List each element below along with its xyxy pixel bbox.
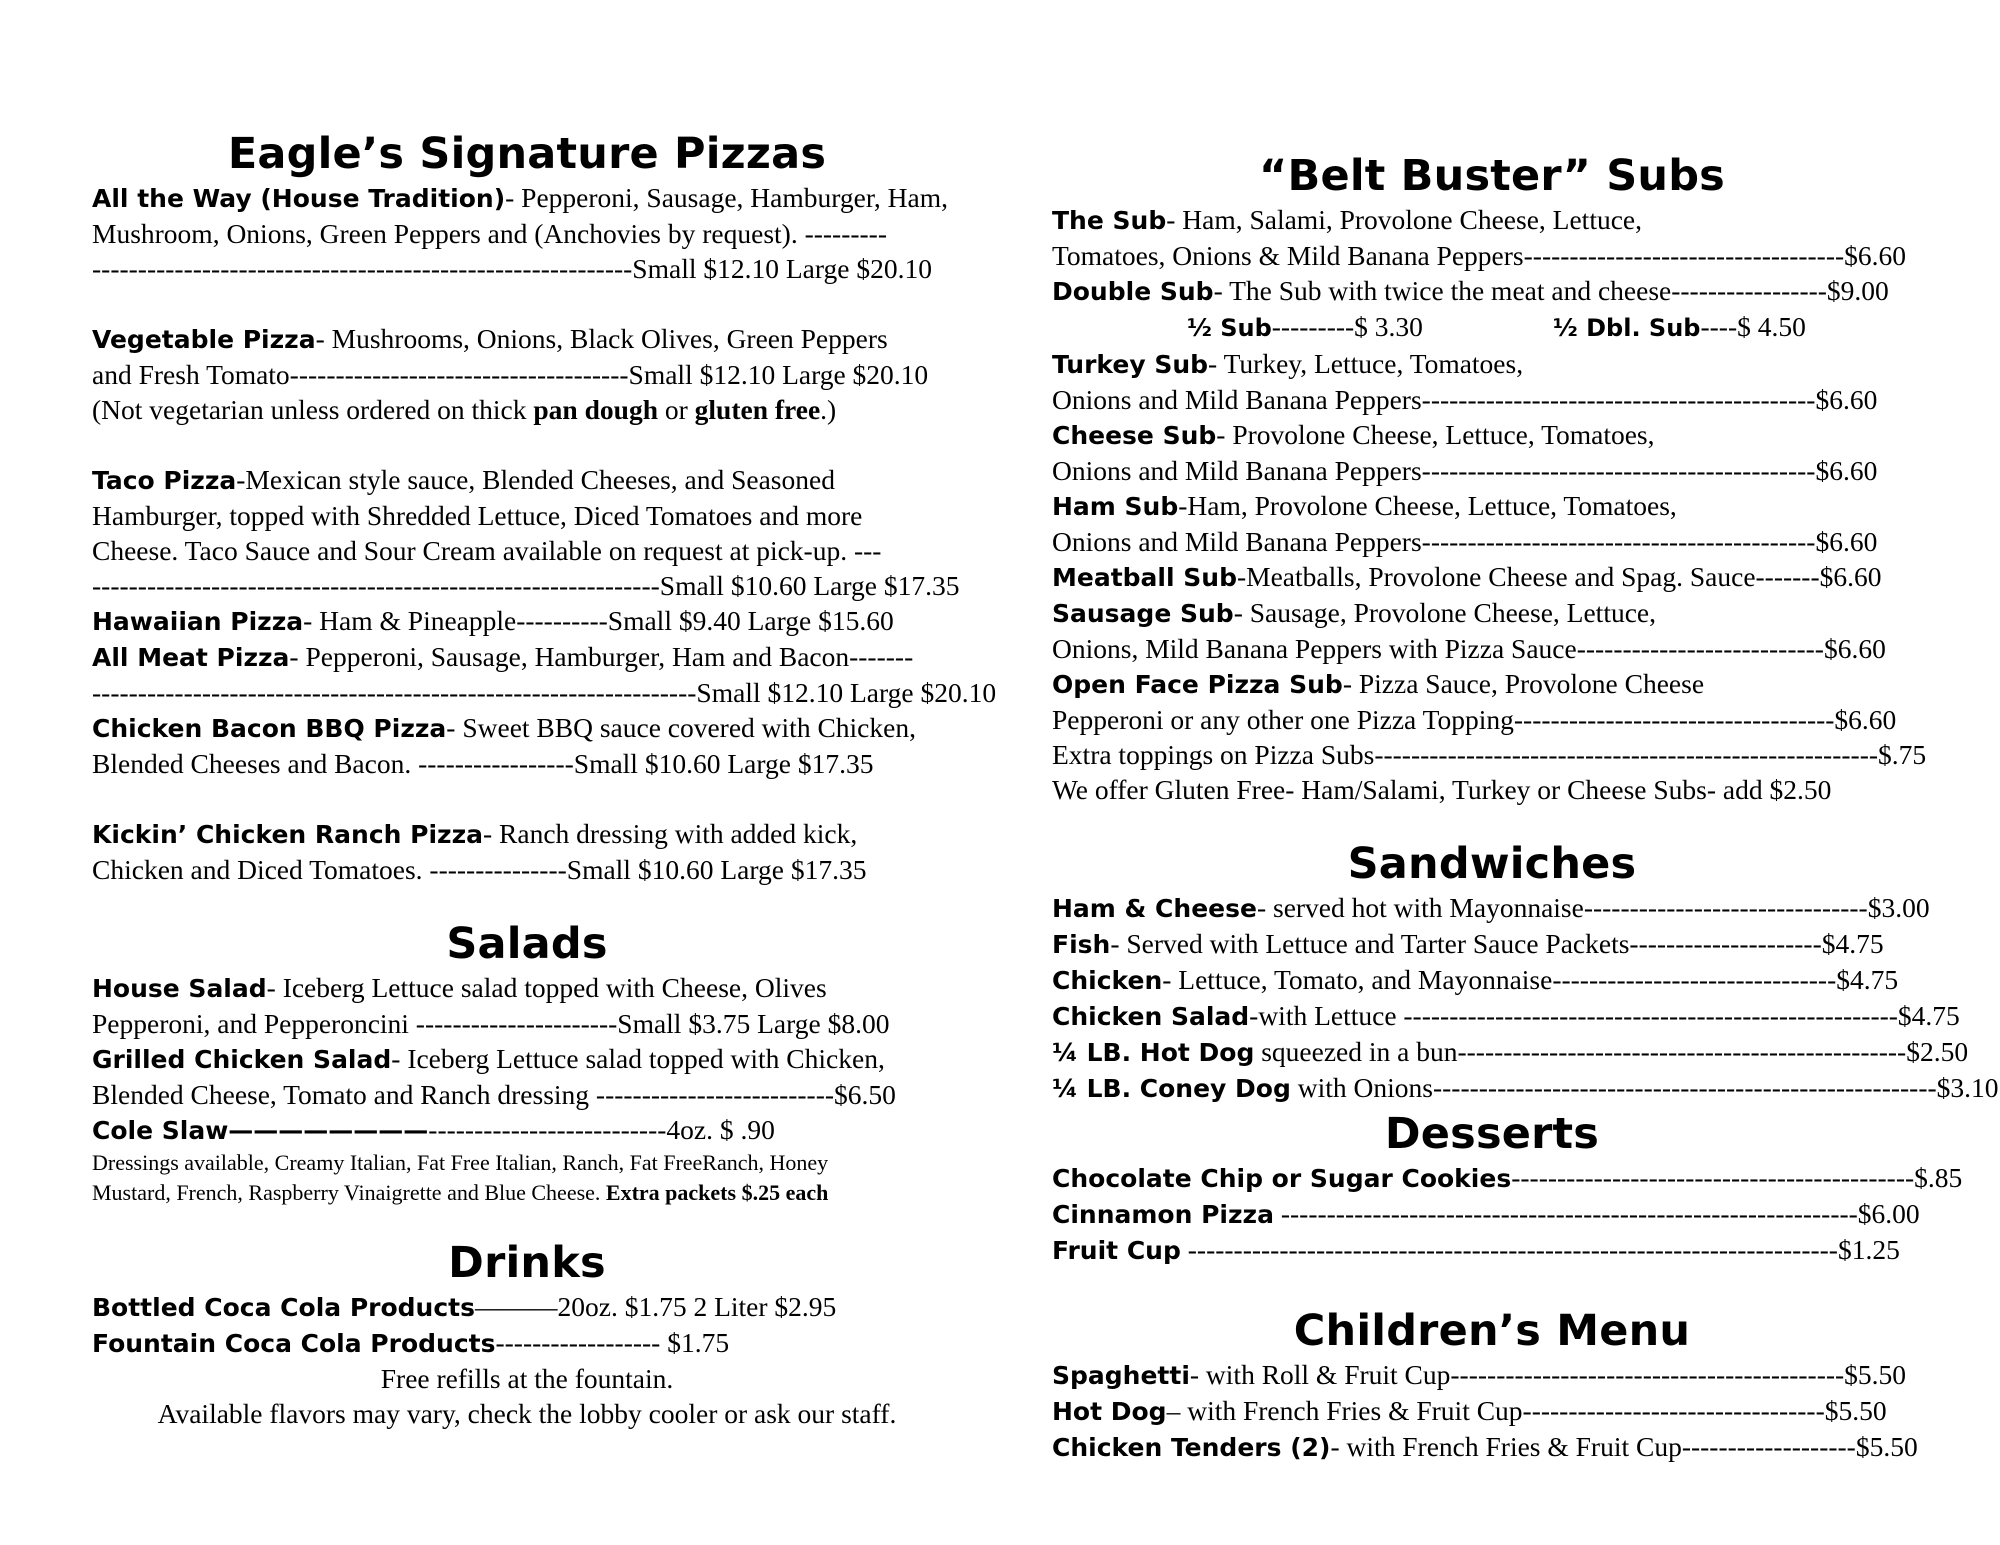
item-name: Cheese Sub: [1052, 421, 1217, 450]
menu-item-ham-sub: [1052, 488, 1932, 559]
item-name: Chicken Tenders (2): [1052, 1433, 1331, 1462]
item-price-line: Onions, Mild Banana Peppers with Pizza Sauce---------------------------$6.60: [1052, 633, 1886, 664]
menu-item-the-sub: [1052, 202, 1932, 273]
item-price-line: ------------------------------------------------------------------Small $12.10 Large $20.10: [92, 677, 997, 708]
menu-item-chicken-tenders: [1052, 1429, 1932, 1465]
item-desc: - Pepperoni, Sausage, Hamburger, Ham,: [505, 182, 949, 213]
item-name: Hawaiian Pizza: [92, 607, 304, 636]
menu-item-open-face-pizza-sub: [1052, 666, 1932, 737]
item-price: – with French Fries & Fruit Cup---------------------------------$5.50: [1166, 1395, 1887, 1426]
item-desc: - Pizza Sauce, Provolone Cheese: [1342, 668, 1705, 699]
item-name: ¼ LB. Hot Dog: [1052, 1038, 1255, 1067]
item-price: -with Lettuce ------------------------------------------------------$4.75: [1249, 1000, 1960, 1031]
item-price-line: Blended Cheeses and Bacon. -----------------Small $10.60 Large $17.35: [92, 748, 874, 779]
item-name: Cinnamon Pizza: [1052, 1200, 1274, 1229]
pizzas-heading: Eagle’s Signature Pizzas: [227, 129, 827, 179]
note-text: .): [820, 394, 837, 425]
menu-item-cinnamon-pizza: [1052, 1196, 1932, 1232]
menu-item-fish: [1052, 926, 1932, 962]
item-name: Fish: [1052, 930, 1111, 959]
menu-item-sausage-sub: [1052, 595, 1932, 666]
menu-item-chicken-salad: [1052, 998, 1960, 1034]
item-desc: -Ham, Provolone Cheese, Lettuce, Tomatoes,: [1178, 490, 1677, 521]
item-name: Fruit Cup: [1052, 1236, 1181, 1265]
item-name: Spaghetti: [1052, 1361, 1190, 1390]
menu-item-spaghetti: [1052, 1357, 1932, 1393]
item-name: All the Way (House Tradition): [92, 184, 506, 213]
menu-item-cookies: [1052, 1160, 1963, 1196]
item-note: [92, 392, 962, 427]
salads-section: [92, 918, 962, 1208]
item-name: Ham & Cheese: [1052, 894, 1257, 923]
drinks-section: [92, 1237, 962, 1431]
item-desc: - Turkey, Lettuce, Tomatoes,: [1208, 348, 1524, 379]
item-desc: - Ham & Pineapple----------Small $9.40 Large $15.60: [303, 605, 894, 636]
item-price-line: Blended Cheese, Tomato and Ranch dressing --------------------------$6.50: [92, 1079, 896, 1110]
menu-item-cheese-sub: [1052, 417, 1932, 488]
childrens-menu-heading: Children’s Menu: [1293, 1306, 1691, 1356]
item-name: Cole Slaw————————: [92, 1116, 429, 1145]
item-name: Grilled Chicken Salad: [92, 1045, 392, 1074]
item-name: Fountain Coca Cola Products: [92, 1329, 496, 1358]
menu-item-hawaiian-pizza: [92, 603, 962, 639]
menu-item-taco-pizza: [92, 462, 962, 603]
menu-item-coney-dog: [1052, 1070, 1999, 1106]
note-bold: pan dough: [533, 394, 658, 425]
menu-item-vegetable-pizza: [92, 321, 962, 427]
item-name: The Sub: [1052, 206, 1167, 235]
item-price-line: Onions and Mild Banana Peppers-------------------------------------------$6.60: [1052, 455, 1878, 486]
item-name: Chicken Salad: [1052, 1002, 1250, 1031]
menu-item-house-salad: [92, 970, 962, 1041]
menu-item-fruit-cup: [1052, 1232, 1932, 1268]
item-desc: - Mushrooms, Onions, Black Olives, Green Peppers: [315, 323, 888, 354]
menu-item-ham-cheese: [1052, 890, 1932, 926]
item-desc: - The Sub with twice the meat and cheese-----------------$9.00: [1213, 275, 1889, 306]
item-desc: Cheese. Taco Sauce and Sour Cream available on request at pick-up. ---: [92, 535, 882, 566]
item-price-line: and Fresh Tomato-------------------------------------Small $12.10 Large $20.10: [92, 359, 929, 390]
item-price: - with French Fries & Fruit Cup-------------------$5.50: [1330, 1431, 1918, 1462]
item-price: - served hot with Mayonnaise-------------------------------$3.00: [1256, 892, 1930, 923]
item-price-line: Onions and Mild Banana Peppers-------------------------------------------$6.60: [1052, 384, 1878, 415]
menu-item-grilled-chicken-salad: [92, 1041, 962, 1112]
menu-item-chicken: [1052, 962, 1932, 998]
half-dbl-sub-label: ½ Dbl. Sub: [1552, 314, 1701, 342]
item-price: ---------------------------------------------------------------$6.00: [1273, 1198, 1920, 1229]
item-name: Vegetable Pizza: [92, 325, 316, 354]
item-name: Ham Sub: [1052, 492, 1179, 521]
half-dbl-sub-price: ----$ 4.50: [1700, 311, 1806, 342]
half-sub-label: ½ Sub: [1187, 314, 1272, 342]
subs-section: [1052, 150, 1932, 807]
item-price: with Onions-------------------------------------------------------$3.10: [1290, 1072, 1999, 1103]
sandwiches-section: [1052, 838, 1999, 1106]
refill-note: Free refills at the fountain.: [380, 1363, 674, 1394]
menu-item-meatball-sub: [1052, 559, 1932, 595]
item-name: Bottled Coca Cola Products: [92, 1293, 476, 1322]
item-desc: - Sweet BBQ sauce covered with Chicken,: [446, 712, 916, 743]
item-desc: Mushroom, Onions, Green Peppers and (Anchovies by request). ---------: [92, 218, 887, 249]
note-text: (Not vegetarian unless ordered on thick: [92, 394, 534, 425]
item-name: Sausage Sub: [1052, 599, 1234, 628]
menu-item-chicken-bacon-bbq-pizza: [92, 710, 962, 781]
menu-item-bottled-coca-cola: [92, 1289, 962, 1325]
item-price-line: --------------------------------------------------------------Small $10.60 Large $17.35: [92, 570, 960, 601]
item-name: Chocolate Chip or Sugar Cookies: [1052, 1164, 1512, 1193]
menu-item-double-sub: [1052, 273, 1932, 309]
desserts-heading: Desserts: [1384, 1109, 1600, 1159]
item-name: Hot Dog: [1052, 1397, 1167, 1426]
item-price-line: Onions and Mild Banana Peppers-------------------------------------------$6.60: [1052, 526, 1878, 557]
menu-item-all-the-way: [92, 180, 962, 286]
item-price: - Served with Lettuce and Tarter Sauce Packets---------------------$4.75: [1110, 928, 1884, 959]
gluten-free-note: We offer Gluten Free- Ham/Salami, Turkey or Cheese Subs- add $2.50: [1052, 774, 1832, 805]
menu-item-turkey-sub: [1052, 346, 1932, 417]
dressings-note: Dressings available, Creamy Italian, Fat Free Italian, Ranch, Fat FreeRanch, Honey: [92, 1150, 829, 1175]
flavors-note: Available flavors may vary, check the lobby cooler or ask our staff.: [157, 1398, 897, 1429]
item-name: Kickin’ Chicken Ranch Pizza: [92, 820, 484, 849]
item-desc: - Provolone Cheese, Lettuce, Tomatoes,: [1216, 419, 1655, 450]
item-desc: - Pepperoni, Sausage, Hamburger, Ham and Bacon-------: [289, 641, 914, 672]
item-name: Turkey Sub: [1052, 350, 1209, 379]
item-desc: -Meatballs, Provolone Cheese and Spag. Sauce-------$6.60: [1236, 561, 1882, 592]
drinks-heading: Drinks: [448, 1238, 606, 1288]
menu-item-all-meat-pizza: [92, 639, 997, 710]
childrens-menu-section: [1052, 1305, 1932, 1465]
item-name: Open Face Pizza Sub: [1052, 670, 1343, 699]
sandwiches-heading: Sandwiches: [1347, 839, 1637, 889]
menu-item-fountain-coca-cola: [92, 1325, 962, 1361]
item-desc: -Mexican style sauce, Blended Cheeses, and Seasoned: [236, 464, 835, 495]
item-name: Meatball Sub: [1052, 563, 1237, 592]
note-bold: gluten free: [694, 394, 821, 425]
item-desc: - Ham, Salami, Provolone Cheese, Lettuce,: [1166, 204, 1642, 235]
item-price: ———20oz. $1.75 2 Liter $2.95: [475, 1291, 837, 1322]
item-price-line: Chicken and Diced Tomatoes. ---------------Small $10.60 Large $17.35: [92, 854, 867, 885]
menu-item-kids-hot-dog: [1052, 1393, 1932, 1429]
item-price: - Lettuce, Tomato, and Mayonnaise-------------------------------$4.75: [1162, 964, 1899, 995]
pizzas-section: [92, 128, 997, 887]
note-text: or: [658, 394, 695, 425]
salads-heading: Salads: [446, 919, 608, 969]
item-name: ¼ LB. Coney Dog: [1052, 1074, 1291, 1103]
item-name: All Meat Pizza: [92, 643, 290, 672]
item-name: Double Sub: [1052, 277, 1214, 306]
item-desc: - Ranch dressing with added kick,: [483, 818, 858, 849]
extra-packets-note: Extra packets $.25 each: [605, 1180, 829, 1205]
item-name: Chicken Bacon BBQ Pizza: [92, 714, 447, 743]
item-price-line: Tomatoes, Onions & Mild Banana Peppers-----------------------------------$6.60: [1052, 240, 1907, 271]
half-sub-line: [1052, 309, 1932, 346]
item-price: - with Roll & Fruit Cup-------------------------------------------$5.50: [1189, 1359, 1907, 1390]
extra-toppings-line: Extra toppings on Pizza Subs-------------------------------------------------------$.75: [1052, 739, 1927, 770]
dressings-note: Mustard, French, Raspberry Vinaigrette and Blue Cheese.: [92, 1180, 606, 1205]
menu-item-hot-dog: [1052, 1034, 1969, 1070]
menu-item-cole-slaw: [92, 1112, 962, 1148]
item-name: House Salad: [92, 974, 267, 1003]
item-desc: - Sausage, Provolone Cheese, Lettuce,: [1233, 597, 1656, 628]
item-price: -----------------------------------------------------------------------$1.25: [1180, 1234, 1900, 1265]
item-desc: - Iceberg Lettuce salad topped with Cheese, Olives: [266, 972, 827, 1003]
item-name: Chicken: [1052, 966, 1163, 995]
item-price-line: -----------------------------------------------------------Small $12.10 Large $20.10: [92, 253, 932, 284]
item-price: ------------------ $1.75: [495, 1327, 730, 1358]
item-price: --------------------------4oz. $ .90: [428, 1114, 775, 1145]
subs-heading: “Belt Buster” Subs: [1259, 151, 1725, 201]
item-price: squeezed in a bun-------------------------------------------------$2.50: [1254, 1036, 1969, 1067]
item-name: Taco Pizza: [92, 466, 237, 495]
item-desc: - Iceberg Lettuce salad topped with Chicken,: [391, 1043, 885, 1074]
item-price: --------------------------------------------$.85: [1511, 1162, 1963, 1193]
item-desc: Hamburger, topped with Shredded Lettuce, Diced Tomatoes and more: [92, 500, 863, 531]
item-price-line: Pepperoni, and Pepperoncini ----------------------Small $3.75 Large $8.00: [92, 1008, 890, 1039]
desserts-section: [1052, 1108, 1963, 1268]
menu-item-kickin-chicken-ranch-pizza: [92, 816, 962, 887]
item-price-line: Pepperoni or any other one Pizza Topping-----------------------------------$6.60: [1052, 704, 1897, 735]
half-sub-price: ---------$ 3.30: [1271, 311, 1423, 342]
